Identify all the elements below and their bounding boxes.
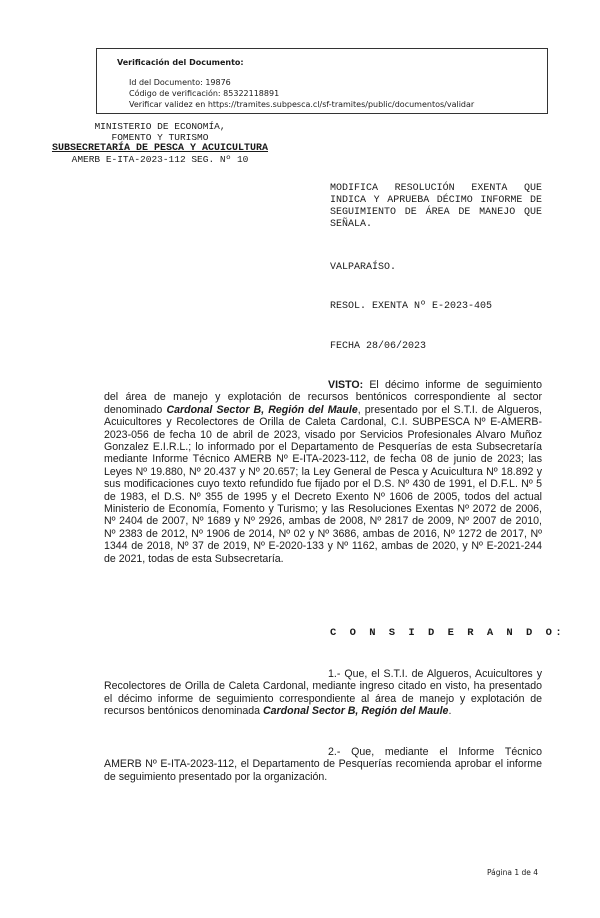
considerando-heading: C O N S I D E R A N D O: bbox=[330, 627, 566, 639]
resolution-title: MODIFICA RESOLUCIÓN EXENTA QUE INDICA Y APRUEBA DÉCIMO INFORME DE SEGUIMIENTO DE ÁREA DE MANEJO QUE SEÑALA. bbox=[330, 183, 542, 230]
verification-title: Verificación del Documento: bbox=[117, 58, 244, 67]
p2-text: 2.- Que, mediante el Informe Técnico AMERB Nº E-ITA-2023-112, el Departamento de Pesquerías recomienda aprobar el informe de seguimiento presentado por la organización. bbox=[104, 746, 542, 783]
visto-text-a: El décimo informe de seguimiento del área de manejo y explotación de recursos bentónicos correspondiente al sector denominado bbox=[104, 379, 542, 416]
subsecretaria-title: SUBSECRETARÍA DE PESCA Y ACUICULTURA bbox=[51, 143, 269, 154]
verification-url[interactable]: ▸ Verificar validez en https://tramites.subpesca.cl/sf-tramites/public/documentos/validar bbox=[129, 99, 537, 110]
ministry-line-2: FOMENTO Y TURISMO bbox=[111, 132, 209, 143]
visto-label: VISTO: bbox=[328, 379, 364, 391]
visto-text-b: , presentado por el S.T.I. de Algueros, Acuicultores y Recolectores de Orilla de Caleta Cardonal, C.I. SUBPESCA Nº E-AMERB-2023-056 de fecha 10 de abril de 2023, visado por Servicios Profesionales Alvaro Muñoz Gonzalez E.I.R.L.; lo informado por el Departamento de Pesquerías de esta Subsecretaría mediante Informe Técnico AMERB Nº E-ITA-2023-112, de fecha 08 de junio de 2023; las Leyes Nº 19.880, Nº 20.437 y Nº 20.657; la Ley General de Pesca y Acuicultura Nº 18.892 y sus modificaciones cuyo texto refundido fue fijado por el D.S. Nº 430 de 1991, el D.F.L. Nº 5 de 1983, el D.S. Nº 355 de 1995 y el Decreto Exento Nº 1606 de 2005, todos del actual Ministerio de Economía, Fomento y Turismo; y las Resoluciones Exentas Nº 2072 de 2006, Nº 2404 de 2007, Nº 1689 y Nº 2926, ambas de 2008, Nº 2817 de 2009, Nº 2007 de 2010, Nº 2383 de 2012, Nº 1906 de 2014, Nº 02 y Nº 3686, ambas de 2016, Nº 1272 de 2017, Nº 1344 de 2018, Nº 37 de 2019, Nº E-2020-133 y Nº 1162, ambas de 2020, y Nº E-2021-244 de 2021, todas de esta Subsecretaría. bbox=[104, 403, 543, 565]
amerb-reference: AMERB E-ITA-2023-112 SEG. Nº 10 bbox=[71, 154, 249, 165]
p1-text-a: 1.- Que, el S.T.I. de Algueros, Acuicultores y Recolectores de Orilla de Caleta Cardonal, mediante ingreso citado en visto, ha presentado el décimo informe de seguimiento correspondiente al área de manejo y explotación de recursos bentónicos denominada bbox=[104, 668, 542, 718]
page-number: Página 1 de 4 bbox=[487, 868, 539, 877]
considerando-paragraph-2 bbox=[104, 746, 542, 783]
p1-text-b: . bbox=[448, 705, 452, 718]
verification-id: ▸ Id del Documento: 19876 bbox=[129, 77, 537, 88]
resolution-number: RESOL. EXENTA Nº E-2023-405 bbox=[330, 301, 493, 312]
visto-paragraph bbox=[104, 379, 542, 565]
p1-sector: Cardonal Sector B, Región del Maule bbox=[263, 705, 449, 718]
verification-list bbox=[107, 77, 537, 110]
verification-box bbox=[96, 48, 548, 114]
document-header bbox=[30, 121, 290, 165]
ministry-line-1: MINISTERIO DE ECONOMÍA, bbox=[94, 121, 226, 132]
verification-code: ▸ Código de verificación: 85322118891 bbox=[129, 88, 537, 99]
resolution-city: VALPARAÍSO. bbox=[330, 262, 397, 273]
considerando-paragraph-1 bbox=[104, 668, 542, 718]
visto-sector: Cardonal Sector B, Región del Maule bbox=[166, 403, 358, 416]
resolution-date: FECHA 28/06/2023 bbox=[330, 341, 427, 352]
